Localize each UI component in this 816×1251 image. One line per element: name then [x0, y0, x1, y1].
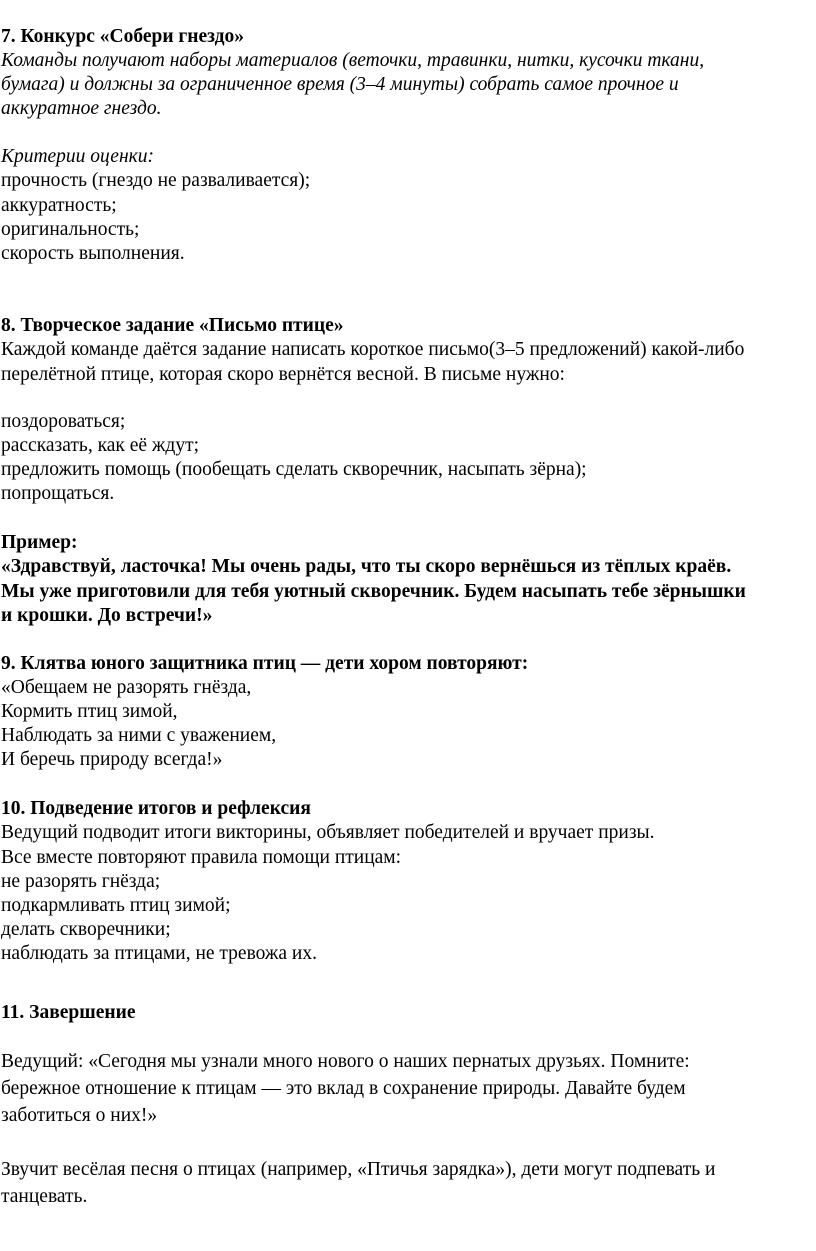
summary-line: Все вместе повторяют правила помощи птицам:: [1, 847, 402, 868]
section-9-title: 9. Клятва юного защитника птиц — дети хором повторяют:: [1, 653, 529, 674]
oath-line: «Обещаем не разорять гнёзда,: [1, 677, 252, 698]
closing-line: танцевать.: [1, 1186, 88, 1207]
criteria-item: прочность (гнездо не разваливается);: [1, 170, 311, 191]
oath-line: Кормить птиц зимой,: [1, 701, 178, 722]
example-letter-line: и крошки. До встречи!»: [1, 605, 213, 626]
section-11-title: 11. Завершение: [1, 1002, 136, 1023]
section-8-intro-line: Каждой команде даётся задание написать короткое письмо(3–5 предложений) какой-либо: [1, 339, 745, 360]
section-7-title: 7. Конкурс «Собери гнездо»: [1, 26, 245, 47]
host-speech-line: Ведущий: «Сегодня мы узнали много нового о наших пернатых друзьях. Помните:: [1, 1051, 690, 1072]
rule-item: не разорять гнёзда;: [1, 871, 161, 892]
rule-item: подкармливать птиц зимой;: [1, 895, 231, 916]
section-8-title: 8. Творческое задание «Письмо птице»: [1, 315, 344, 336]
example-letter-line: «Здравствуй, ласточка! Мы очень рады, что ты скоро вернёшься из тёплых краёв.: [1, 556, 732, 577]
oath-line: И беречь природу всегда!»: [1, 749, 223, 770]
letter-step: рассказать, как её ждут;: [1, 435, 200, 456]
summary-line: Ведущий подводит итоги викторины, объявляет победителей и вручает призы.: [1, 822, 655, 843]
example-label: Пример:: [1, 532, 78, 553]
host-speech-line: заботиться о них!»: [1, 1105, 158, 1126]
section-8-intro-line: перелётной птице, которая скоро вернётся весной. В письме нужно:: [1, 364, 565, 385]
section-7-description-line: Команды получают наборы материалов (веточки, травинки, нитки, кусочки ткани,: [1, 50, 705, 71]
letter-step: предложить помощь (пообещать сделать скворечник, насыпать зёрна);: [1, 459, 587, 480]
criteria-item: аккуратность;: [1, 195, 117, 216]
criteria-item: оригинальность;: [1, 219, 140, 240]
rule-item: делать скворечники;: [1, 919, 171, 940]
closing-line: Звучит весёлая песня о птицах (например, «Птичья зарядка»), дети могут подпевать и: [1, 1159, 716, 1180]
criteria-label: Критерии оценки:: [1, 146, 154, 167]
rule-item: наблюдать за птицами, не тревожа их.: [1, 943, 317, 964]
example-letter-line: Мы уже приготовили для тебя уютный скворечник. Будем насыпать тебе зёрнышки: [1, 581, 746, 602]
section-7-description-line: аккуратное гнездо.: [1, 98, 162, 119]
criteria-item: скорость выполнения.: [1, 243, 185, 264]
letter-step: поздороваться;: [1, 411, 126, 432]
section-7-description-line: бумага) и должны за ограниченное время (3–4 минуты) собрать самое прочное и: [1, 74, 679, 95]
letter-step: попрощаться.: [1, 483, 115, 504]
oath-line: Наблюдать за ними с уважением,: [1, 725, 277, 746]
host-speech-line: бережное отношение к птицам — это вклад в сохранение природы. Давайте будем: [1, 1078, 686, 1099]
section-10-title: 10. Подведение итогов и рефлексия: [1, 798, 311, 819]
